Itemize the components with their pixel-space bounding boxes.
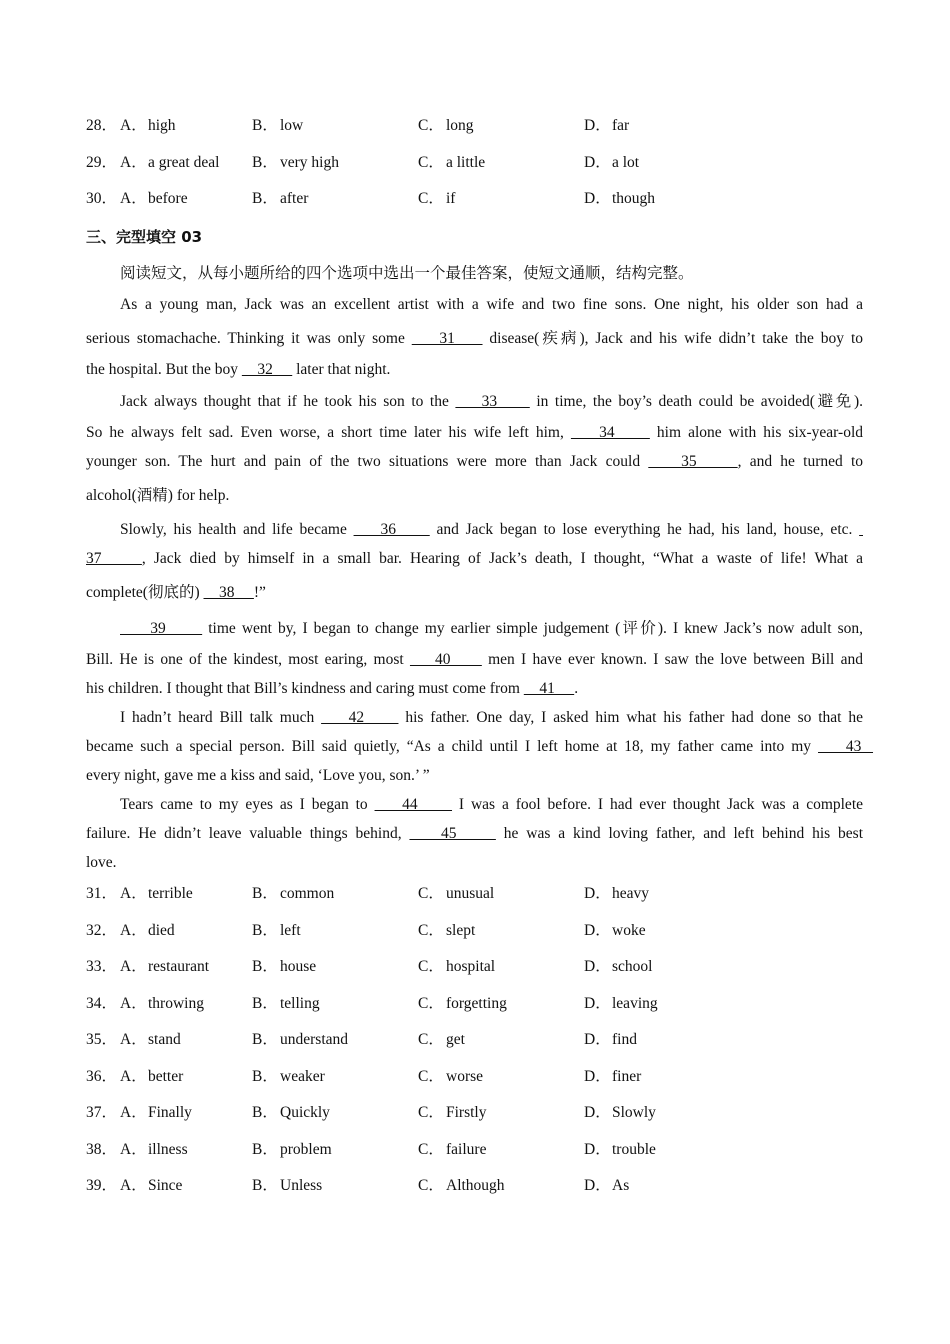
option-a: A．Since bbox=[120, 1177, 183, 1194]
passage-line: So he always felt sad. Even worse, a short time later his wife left him, 34 him alone with his six-year-old bbox=[86, 424, 863, 441]
passage-line: younger son. The hurt and pain of the two situations were more than Jack could 35 , and he turned to bbox=[86, 453, 864, 470]
question-number: 34． bbox=[86, 995, 118, 1012]
blank-38: 38 bbox=[203, 584, 254, 601]
option-d: D．woke bbox=[584, 922, 646, 939]
option-d: D．trouble bbox=[584, 1141, 656, 1158]
section-title: 三、完型填空 03 bbox=[86, 228, 203, 246]
option-c: C． Firstly bbox=[418, 1104, 487, 1121]
question-number: 39． bbox=[86, 1177, 118, 1194]
option-c: C． hospital bbox=[418, 958, 496, 975]
blank-35: 35 bbox=[648, 453, 738, 470]
blank-41: 41 bbox=[523, 680, 575, 697]
passage-line: every night, gave me a kiss and said, ‘Love you, son.’ ” bbox=[86, 767, 430, 784]
passage-line: the hospital. But the boy 32 later that night. bbox=[86, 361, 391, 378]
option-c: C． long bbox=[418, 117, 474, 134]
question-number: 28． bbox=[86, 117, 118, 134]
option-c: C． forgetting bbox=[418, 995, 507, 1012]
question-number: 38． bbox=[86, 1141, 118, 1158]
blank-37: 37 bbox=[86, 550, 142, 567]
passage-line: complete(彻底的) 38 !” bbox=[86, 584, 266, 601]
passage-line: alcohol(酒精) for help. bbox=[86, 487, 230, 504]
passage-line: became such a special person. Bill said quietly, “As a child until I left home at 18, my father came into my 43 bbox=[86, 738, 874, 755]
blank-40: 40 bbox=[409, 651, 482, 668]
option-a: A．before bbox=[120, 190, 188, 207]
passage-line: I hadn’t heard Bill talk much 42 his father. One day, I asked him what his father had done so that he bbox=[120, 709, 863, 726]
option-c: C． unusual bbox=[418, 885, 495, 902]
option-c: C． get bbox=[418, 1031, 465, 1048]
option-b: B． low bbox=[252, 117, 304, 134]
option-a: A．better bbox=[120, 1068, 184, 1085]
blank-45: 45 bbox=[409, 825, 496, 842]
option-b: B． house bbox=[252, 958, 317, 975]
passage-line: love. bbox=[86, 854, 117, 871]
option-d: D．though bbox=[584, 190, 656, 207]
passage-line: 37 , Jack died by himself in a small bar. Hearing of Jack’s death, I thought, “What a waste of life! What a bbox=[86, 550, 864, 567]
option-d: D．far bbox=[584, 117, 630, 134]
option-b: B． left bbox=[252, 922, 301, 939]
option-d: D．a lot bbox=[584, 154, 640, 171]
option-b: B． after bbox=[252, 190, 309, 207]
passage-line: Bill. He is one of the kindest, most earing, most 40 men I have ever known. I saw the love between Bill and bbox=[86, 651, 863, 668]
blank-31: 31 bbox=[411, 330, 483, 347]
blank-43: 43 bbox=[818, 738, 874, 755]
option-d: D．heavy bbox=[584, 885, 650, 902]
blank-36: 36 bbox=[353, 521, 430, 538]
option-a: A．throwing bbox=[120, 995, 204, 1012]
option-a: A．terrible bbox=[120, 885, 193, 902]
option-b: B． common bbox=[252, 885, 335, 902]
option-c: C． if bbox=[418, 190, 456, 207]
option-c: C． worse bbox=[418, 1068, 484, 1085]
option-a: A．died bbox=[120, 922, 175, 939]
passage-line: Tears came to my eyes as I began to 44 I was a fool before. I had ever thought Jack was a complete bbox=[120, 796, 864, 813]
option-a: A．Finally bbox=[120, 1104, 192, 1121]
option-a: A．stand bbox=[120, 1031, 181, 1048]
passage-line: Slowly, his health and life became 36 and Jack began to lose everything he had, his land, house, etc. bbox=[120, 521, 860, 538]
question-number: 30． bbox=[86, 190, 118, 207]
question-number: 37． bbox=[86, 1104, 118, 1121]
option-d: D．Slowly bbox=[584, 1104, 656, 1121]
passage-line: serious stomachache. Thinking it was only some 31 disease(疾病), Jack and his wife didn’t take the boy to bbox=[86, 330, 864, 347]
question-number: 31． bbox=[86, 885, 118, 902]
option-c: C． slept bbox=[418, 922, 476, 939]
passage-line: 39 time went by, I began to change my earlier simple judgement (评价). I knew Jack’s now adult son, bbox=[120, 620, 863, 637]
passage-line: As a young man, Jack was an excellent artist with a wife and two fine sons. One night, his older son had a bbox=[120, 296, 863, 313]
option-c: C． Although bbox=[418, 1177, 505, 1194]
option-b: B． very high bbox=[252, 154, 339, 171]
blank-42: 42 bbox=[321, 709, 399, 726]
passage-line: Jack always thought that if he took his son to the 33 in time, the boy’s death could be avoided(避免). bbox=[120, 393, 864, 410]
question-number: 33． bbox=[86, 958, 118, 975]
passage-line: his children. I thought that Bill’s kindness and caring must come from 41 . bbox=[86, 680, 579, 697]
option-a: A．illness bbox=[120, 1141, 188, 1158]
option-b: B． Unless bbox=[252, 1177, 323, 1194]
question-number: 29． bbox=[86, 154, 118, 171]
instructions: 阅读短文，从每小题所给的四个选项中选出一个最佳答案，使短文通顺，结构完整。 bbox=[120, 265, 694, 282]
option-b: B． problem bbox=[252, 1141, 332, 1158]
option-b: B． Quickly bbox=[252, 1104, 330, 1121]
question-number: 35． bbox=[86, 1031, 118, 1048]
blank-44: 44 bbox=[374, 796, 453, 813]
option-a: A．a great deal bbox=[120, 154, 220, 171]
option-c: C． failure bbox=[418, 1141, 487, 1158]
blank-33: 33 bbox=[455, 393, 530, 410]
option-d: D．As bbox=[584, 1177, 630, 1194]
question-number: 32． bbox=[86, 922, 118, 939]
option-c: C． a little bbox=[418, 154, 486, 171]
option-a: A．high bbox=[120, 117, 176, 134]
option-a: A．restaurant bbox=[120, 958, 210, 975]
option-b: B． telling bbox=[252, 995, 320, 1012]
option-d: D．finer bbox=[584, 1068, 642, 1085]
blank-34: 34 bbox=[570, 424, 650, 441]
option-d: D．find bbox=[584, 1031, 637, 1048]
blank-39: 39 bbox=[120, 620, 203, 637]
option-d: D．school bbox=[584, 958, 653, 975]
passage-line: failure. He didn’t leave valuable things behind, 45 he was a kind loving father, and left behind his best bbox=[86, 825, 864, 842]
question-number: 36． bbox=[86, 1068, 118, 1085]
option-b: B． weaker bbox=[252, 1068, 325, 1085]
blank-32: 32 bbox=[241, 361, 293, 378]
option-b: B． understand bbox=[252, 1031, 349, 1048]
option-d: D．leaving bbox=[584, 995, 658, 1012]
